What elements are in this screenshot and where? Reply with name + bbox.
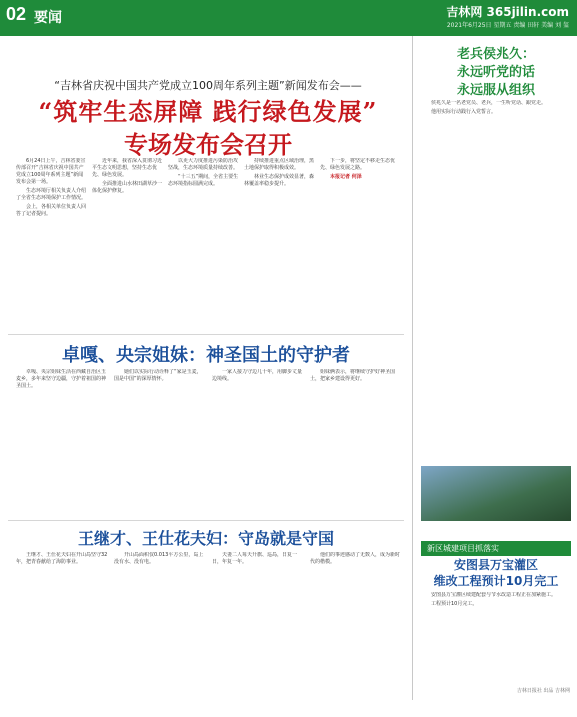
story-column xyxy=(16,158,88,328)
story2-column xyxy=(310,369,402,514)
sidebar-title: 永远听党的话 xyxy=(456,65,535,80)
sidebar-title: 永远服从组织 xyxy=(456,83,535,98)
story-paragraph: 生态环境厅相关负责人介绍了全省生态环境保护工作情况。 xyxy=(16,188,87,201)
sidebar-paragraph: 侯兆久是一名老党员、老兵，一生听党话、跟党走。 xyxy=(431,100,547,106)
story2-paragraph: 她们以实际行动诠释了“家是玉麦，国是中国”的深厚情怀。 xyxy=(114,369,202,382)
story-title: “筑牢生态屏障 践行绿色发展” xyxy=(38,97,378,126)
story-column xyxy=(168,158,240,328)
story-column xyxy=(244,158,316,328)
story3-column xyxy=(310,552,402,717)
story3-paragraph: 他们的事迹感动了无数人，成为新时代的楷模。 xyxy=(310,552,401,565)
sub-section-body xyxy=(421,592,571,712)
sub-section-title: 维改工程预计10月完工 xyxy=(433,574,559,588)
page-meta: 2021年6月25日 星期五 责编 田轩 美编 刘 玺 xyxy=(446,22,569,29)
sidebar-title: 老兵侯兆久： xyxy=(456,47,535,62)
news-photo xyxy=(421,466,571,521)
story3-column xyxy=(16,552,108,717)
sub-section-title: 安图县万宝灌区 xyxy=(453,558,538,572)
story2-column xyxy=(114,369,206,514)
sidebar-body xyxy=(421,100,571,300)
story3-paragraph: 王继才、王仕花夫妇在开山岛坚守32年，把青春献给了海防事业。 xyxy=(16,552,108,565)
story-paragraph: “十三五”期间，全省主要生态环境指标圆满完成。 xyxy=(168,174,239,187)
sub-section-paragraph: 工程预计10月完工。 xyxy=(431,601,478,607)
story-paragraph: 下一步，将坚定不移走生态优先、绿色发展之路。 xyxy=(320,158,396,171)
main-column xyxy=(0,36,412,700)
section-divider xyxy=(8,520,404,521)
story-paragraph: 全面推进山水林田湖草沙一体化保护修复。 xyxy=(92,181,163,194)
story-paragraph: 近年来，我省深入贯彻习近平生态文明思想，坚持生态优先、绿色发展。 xyxy=(92,158,163,178)
page-header xyxy=(0,0,577,34)
sub-section-paragraph: 安图县万宝灌区续建配套与节水改造工程正在加紧施工。 xyxy=(431,592,557,598)
story-paragraph: 林业生态保护成效显著，森林覆盖率稳步提升。 xyxy=(244,174,315,187)
story-subtitle: 专场发布会召开 xyxy=(124,130,292,159)
story2-title: 卓嘎、央宗姐妹：神圣国土的守护者 xyxy=(62,345,350,366)
story2-column xyxy=(212,369,304,514)
story2-paragraph: 姐妹俩表示，将继续守护好神圣国土，把家乡建设得更好。 xyxy=(310,369,396,382)
story3-paragraph: 开山岛面积仅0.013平方公里，岛上没有水、没有电。 xyxy=(114,552,204,565)
story2-paragraph: 一家人接力守边几十年，用脚步丈量边境线。 xyxy=(212,369,303,382)
right-column xyxy=(412,36,577,700)
story-paragraph: 6月24日上午，吉林省委宣传部召开“吉林省庆祝中国共产党成立100周年系列主题”新闻发布会第一场。 xyxy=(16,158,86,185)
site-logo[interactable]: 吉林网 365jilin.com xyxy=(446,5,569,19)
story-paragraph: 以更大力度推进污染防治攻坚战，生态环境质量持续改善。 xyxy=(168,158,239,171)
story-paragraph: 持续推进重点区域治理，黑土地保护取得积极成效。 xyxy=(244,158,315,171)
page-number: 02 xyxy=(6,4,27,24)
section-label: 要闻 xyxy=(34,10,62,26)
story2-column xyxy=(16,369,108,514)
story3-title: 王继才、王仕花夫妇：守岛就是守国 xyxy=(77,529,334,548)
story-column xyxy=(92,158,164,328)
story-paragraph: 会上，各相关单位负责人回答了记者提问。 xyxy=(16,204,87,217)
story-byline: 本报记者 何泽 xyxy=(330,174,362,180)
story-kicker: “吉林省庆祝中国共产党成立100周年系列主题”新闻发布会—— xyxy=(54,79,362,92)
footer: 吉林日报社 出品 吉林网 xyxy=(516,688,570,694)
story3-column xyxy=(212,552,304,717)
story3-paragraph: 夫妻二人每天升旗、巡岛，日复一日，年复一年。 xyxy=(212,552,298,565)
sub-section-head: 新区城建项目抓落实 xyxy=(421,541,571,556)
story-column xyxy=(320,158,404,328)
story2-paragraph: 卓嘎、央宗姐妹生活在西藏自治区玉麦乡，多年来坚守边疆，守护着祖国的神圣国土。 xyxy=(16,369,107,389)
sidebar-paragraph: 他用实际行动践行入党誓言。 xyxy=(431,109,497,115)
section-divider xyxy=(8,334,404,335)
story3-column xyxy=(114,552,206,717)
